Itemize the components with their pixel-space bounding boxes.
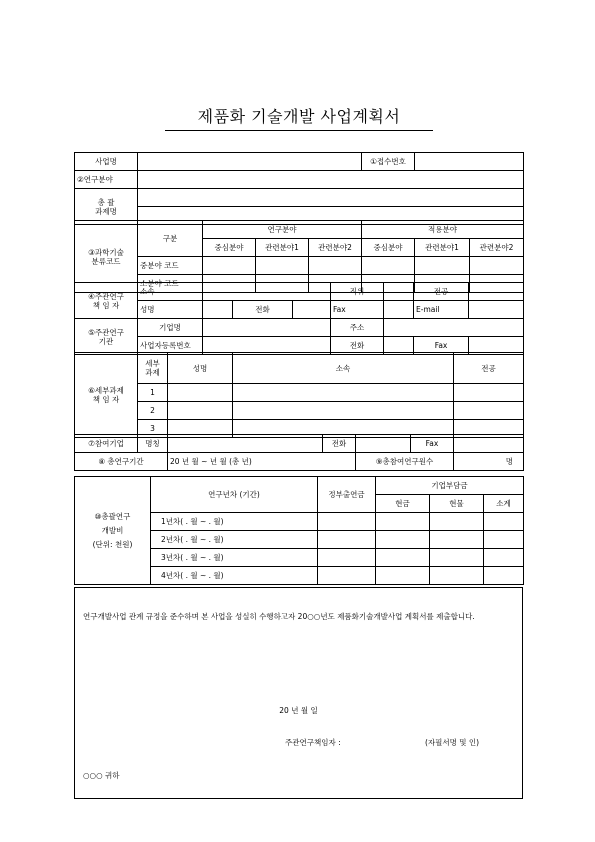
cash-cell[interactable]	[376, 549, 430, 567]
sub-name-field[interactable]	[168, 402, 233, 420]
year-label: 4년차( . 월 ~ . 월)	[151, 567, 318, 585]
label-phone: 전화	[233, 301, 293, 319]
name-field[interactable]	[203, 301, 233, 319]
participating-phone-field[interactable]	[356, 435, 411, 453]
position-field[interactable]	[384, 283, 414, 301]
col-year-period: 연구년차 (기간)	[151, 477, 318, 513]
company-name-field[interactable]	[203, 319, 331, 337]
col-central-field: 중심분야	[203, 239, 256, 257]
in-kind-cell[interactable]	[430, 549, 484, 567]
cost-table	[74, 476, 524, 585]
major-code-cell[interactable]	[256, 257, 309, 275]
col-in-kind: 현물	[430, 495, 484, 513]
major-code-cell[interactable]	[309, 257, 362, 275]
in-kind-cell[interactable]	[430, 531, 484, 549]
sub-task-row	[75, 402, 524, 420]
sub-name-field[interactable]	[168, 384, 233, 402]
label-position: 직위	[331, 283, 384, 301]
label-participating: ⑦참여기업	[75, 435, 138, 453]
col-name: 성명	[168, 353, 233, 384]
total-cost-text: ⑩총괄연구 개발비 (단위: 천원)	[92, 511, 133, 549]
participation-table	[74, 434, 524, 471]
label-phone-inst: 전화	[331, 337, 384, 355]
fax-field[interactable]	[384, 301, 414, 319]
major-code-cell[interactable]	[470, 257, 524, 275]
label-receipt-no: ①접수번호	[362, 153, 415, 171]
sub-affiliation-field[interactable]	[233, 402, 454, 420]
sub-task-table	[74, 352, 524, 438]
label-applied-area: 적용분야	[362, 221, 524, 239]
col-applied-central-field: 중심분야	[362, 239, 415, 257]
closing-statement: 연구개발사업 관계 규정을 준수하며 본 사업을 성실히 수행하고자 20○○년도 제품화기술개발사업 계획서를 제출합니다.	[83, 612, 475, 621]
cash-cell[interactable]	[376, 513, 430, 531]
sub-major-field[interactable]	[454, 402, 524, 420]
research-field-field[interactable]	[138, 171, 524, 189]
cash-cell[interactable]	[376, 567, 430, 585]
researcher-table	[74, 282, 524, 355]
subtotal-cell[interactable]	[484, 531, 524, 549]
major-code-cell[interactable]	[203, 257, 256, 275]
signature-note: (자필서명 및 인)	[425, 738, 480, 747]
subtotal-cell[interactable]	[484, 567, 524, 585]
gov-fund-cell[interactable]	[318, 531, 376, 549]
year-label: 1년차( . 월 ~ . 월)	[151, 513, 318, 531]
project-name-field[interactable]	[138, 153, 362, 171]
subtotal-cell[interactable]	[484, 549, 524, 567]
major-code-cell[interactable]	[362, 257, 415, 275]
affiliation-field[interactable]	[203, 283, 331, 301]
sub-task-col-text: 세부 과제	[145, 359, 160, 377]
label-lead-researcher	[75, 283, 138, 319]
participating-fax-field[interactable]	[454, 435, 524, 453]
label-address: 주소	[331, 319, 384, 337]
gov-fund-cell[interactable]	[318, 567, 376, 585]
sub-affiliation-field[interactable]	[233, 384, 454, 402]
sub-task-text: ⑥세부과제 책 임 자	[88, 386, 124, 404]
sub-task-number: 3	[138, 420, 168, 438]
receipt-no-field[interactable]	[415, 153, 524, 171]
col-applied-related-1: 관련분야1	[415, 239, 470, 257]
label-company-short: 명칭	[138, 435, 168, 453]
col-major: 전공	[454, 353, 524, 384]
col-gov-fund: 정부출연금	[318, 477, 376, 513]
year-label: 3년차( . 월 ~ . 월)	[151, 549, 318, 567]
col-related-field-2: 관련분야2	[309, 239, 362, 257]
col-affiliation: 소속	[233, 353, 454, 384]
cash-cell[interactable]	[376, 531, 430, 549]
phone-field[interactable]	[293, 301, 331, 319]
closing-section	[75, 588, 523, 799]
label-business-reg-no: 사업자등록번호	[138, 337, 203, 355]
label-research-field: ②연구분야	[75, 171, 138, 189]
col-subtotal: 소계	[484, 495, 524, 513]
label-major-code: 중분야 코드	[138, 257, 203, 275]
sub-task-row	[75, 384, 524, 402]
label-company-name: 기업명	[138, 319, 203, 337]
address-field[interactable]	[384, 319, 524, 337]
label-fax: Fax	[331, 301, 384, 319]
label-sub-task	[75, 353, 138, 438]
label-participants: ⑨총참여연구원수	[356, 453, 454, 471]
science-tech-text: ③과학기술 분류코드	[88, 247, 124, 266]
in-kind-cell[interactable]	[430, 513, 484, 531]
label-phone-part: 전화	[323, 435, 356, 453]
label-total-period: ⑧ 총연구기간	[75, 453, 168, 471]
label-lead-institution	[75, 319, 138, 355]
closing-date: 20 년 월 일	[279, 706, 318, 715]
gov-fund-cell[interactable]	[318, 513, 376, 531]
period-field[interactable]: 20 년 월 ~ 년 월 (총 년)	[168, 453, 356, 471]
lead-researcher-text: ④주관연구 책 임 자	[88, 291, 124, 310]
label-project-name: 사업명	[75, 153, 138, 171]
year-label: 2년차( . 월 ~ . 월)	[151, 531, 318, 549]
label-name: 성명	[138, 301, 203, 319]
label-total-cost	[75, 477, 151, 585]
label-minor-code: 소분야 코드	[138, 275, 203, 293]
participating-name-field[interactable]	[168, 435, 323, 453]
label-major: 전공	[414, 283, 469, 301]
label-category: 구분	[138, 221, 203, 257]
lead-institution-text: ⑤주관연구 기관	[88, 327, 124, 346]
korean-title-field[interactable]	[138, 189, 524, 207]
label-email: E-mail	[414, 301, 469, 319]
sub-task-number: 1	[138, 384, 168, 402]
sub-major-field[interactable]	[454, 384, 524, 402]
gov-fund-cell[interactable]	[318, 549, 376, 567]
label-fax-part: Fax	[411, 435, 454, 453]
label-research-area: 연구분야	[203, 221, 362, 239]
col-sub-task	[138, 353, 168, 384]
sub-task-number: 2	[138, 402, 168, 420]
overall-task-text: 총 괄 과제명	[95, 197, 117, 216]
col-applied-related-2: 관련분야2	[470, 239, 524, 257]
email-field[interactable]	[469, 301, 524, 319]
col-company-share: 기업부담금	[376, 477, 524, 495]
label-affiliation: 소속	[138, 283, 203, 301]
subtotal-cell[interactable]	[484, 513, 524, 531]
representative-label: 주관연구책임자 :	[285, 738, 341, 747]
application-form	[74, 152, 524, 225]
in-kind-cell[interactable]	[430, 567, 484, 585]
col-cash: 현금	[376, 495, 430, 513]
participants-unit: 명	[454, 453, 524, 471]
col-related-field-1: 관련분야1	[256, 239, 309, 257]
major-code-cell[interactable]	[415, 257, 470, 275]
closing-table	[74, 587, 523, 799]
document-title: 제품화 기술개발 사업계획서	[165, 106, 433, 131]
label-fax-inst: Fax	[414, 337, 469, 355]
major-field[interactable]	[469, 283, 524, 301]
recipient: ○○○ 귀하	[83, 771, 120, 780]
